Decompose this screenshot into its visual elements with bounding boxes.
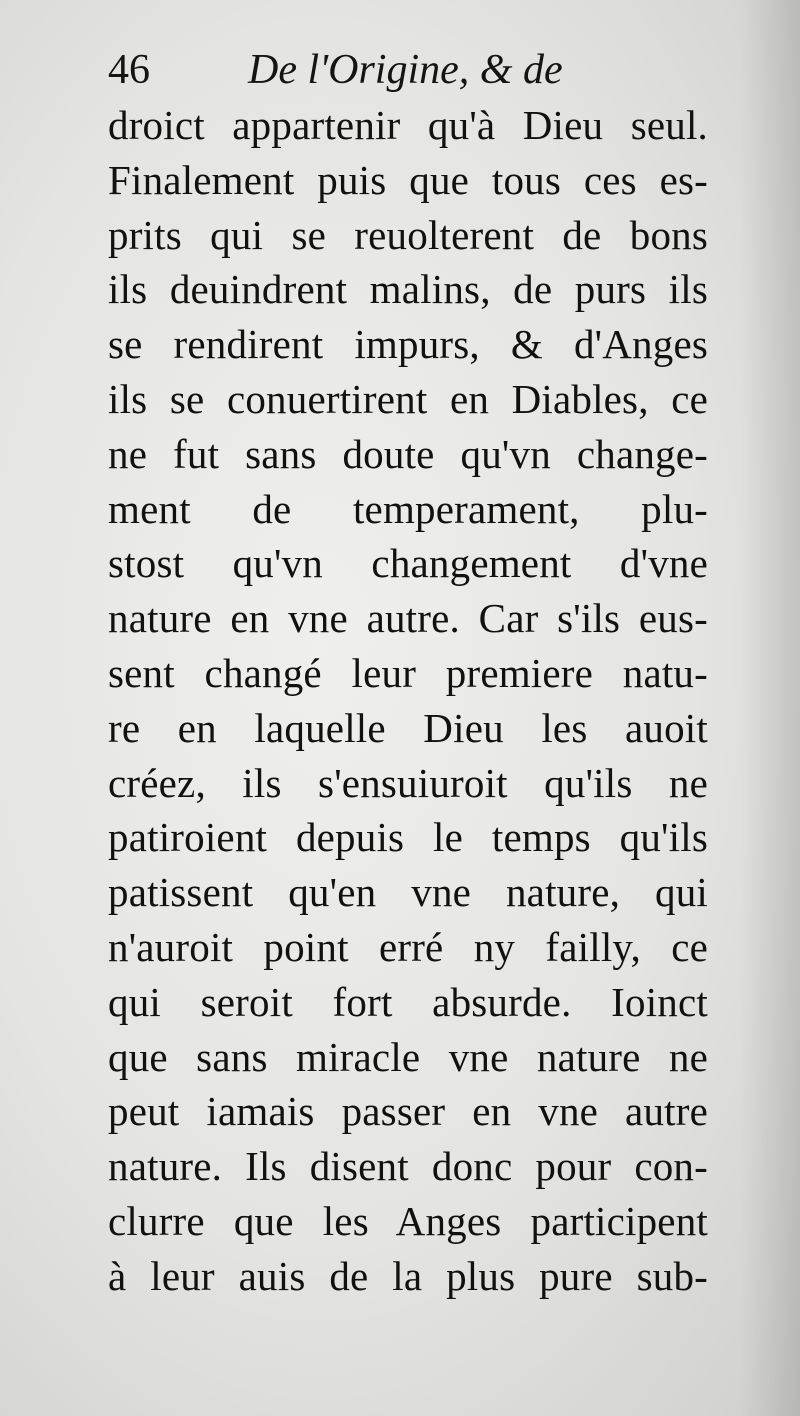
text-line: ment de temperament, plu- [108, 485, 708, 532]
page-number: 46 [108, 47, 150, 93]
text-line: peut iamais passer en vne autre [108, 1088, 708, 1135]
text-line: à leur auis de la plus pure sub- [108, 1252, 708, 1299]
text-line: nature en vne autre. Car s'ils eus- [108, 595, 708, 642]
text-line: stost qu'vn changement d'vne [108, 540, 708, 587]
text-line: créez, ils s'ensuiuroit qu'ils ne [108, 759, 708, 806]
text-line: droict appartenir qu'à Dieu seul. [108, 102, 708, 148]
text-line: sent changé leur premiere natu- [108, 649, 708, 696]
text-line: ils se conuertirent en Diables, ce [108, 375, 708, 422]
text-line: nature. Ils disent donc pour con- [108, 1143, 708, 1190]
text-line: patiroient depuis le temps qu'ils [108, 814, 708, 861]
running-head: De l'Origine, & de [248, 47, 563, 93]
text-line: ils deuindrent malins, de purs ils [108, 266, 708, 313]
body-text [108, 98, 708, 1304]
page-header [108, 42, 708, 98]
text-line: patissent qu'en vne nature, qui [108, 869, 708, 916]
text-line: ne fut sans doute qu'vn change- [108, 430, 708, 477]
text-line: clurre que les Anges participent [108, 1197, 708, 1244]
text-line: n'auroit point erré ny failly, ce [108, 923, 708, 970]
text-line: prits qui se reuolterent de bons [108, 211, 708, 258]
text-line: re en laquelle Dieu les auoit [108, 704, 708, 751]
text-line: qui seroit fort absurde. Ioinct [108, 978, 708, 1025]
text-line: se rendirent impurs, & d'Anges [108, 321, 708, 368]
page-edge-shadow [740, 0, 800, 1416]
text-line: Finalement puis que tous ces es- [108, 156, 708, 203]
text-line: que sans miracle vne nature ne [108, 1033, 708, 1080]
